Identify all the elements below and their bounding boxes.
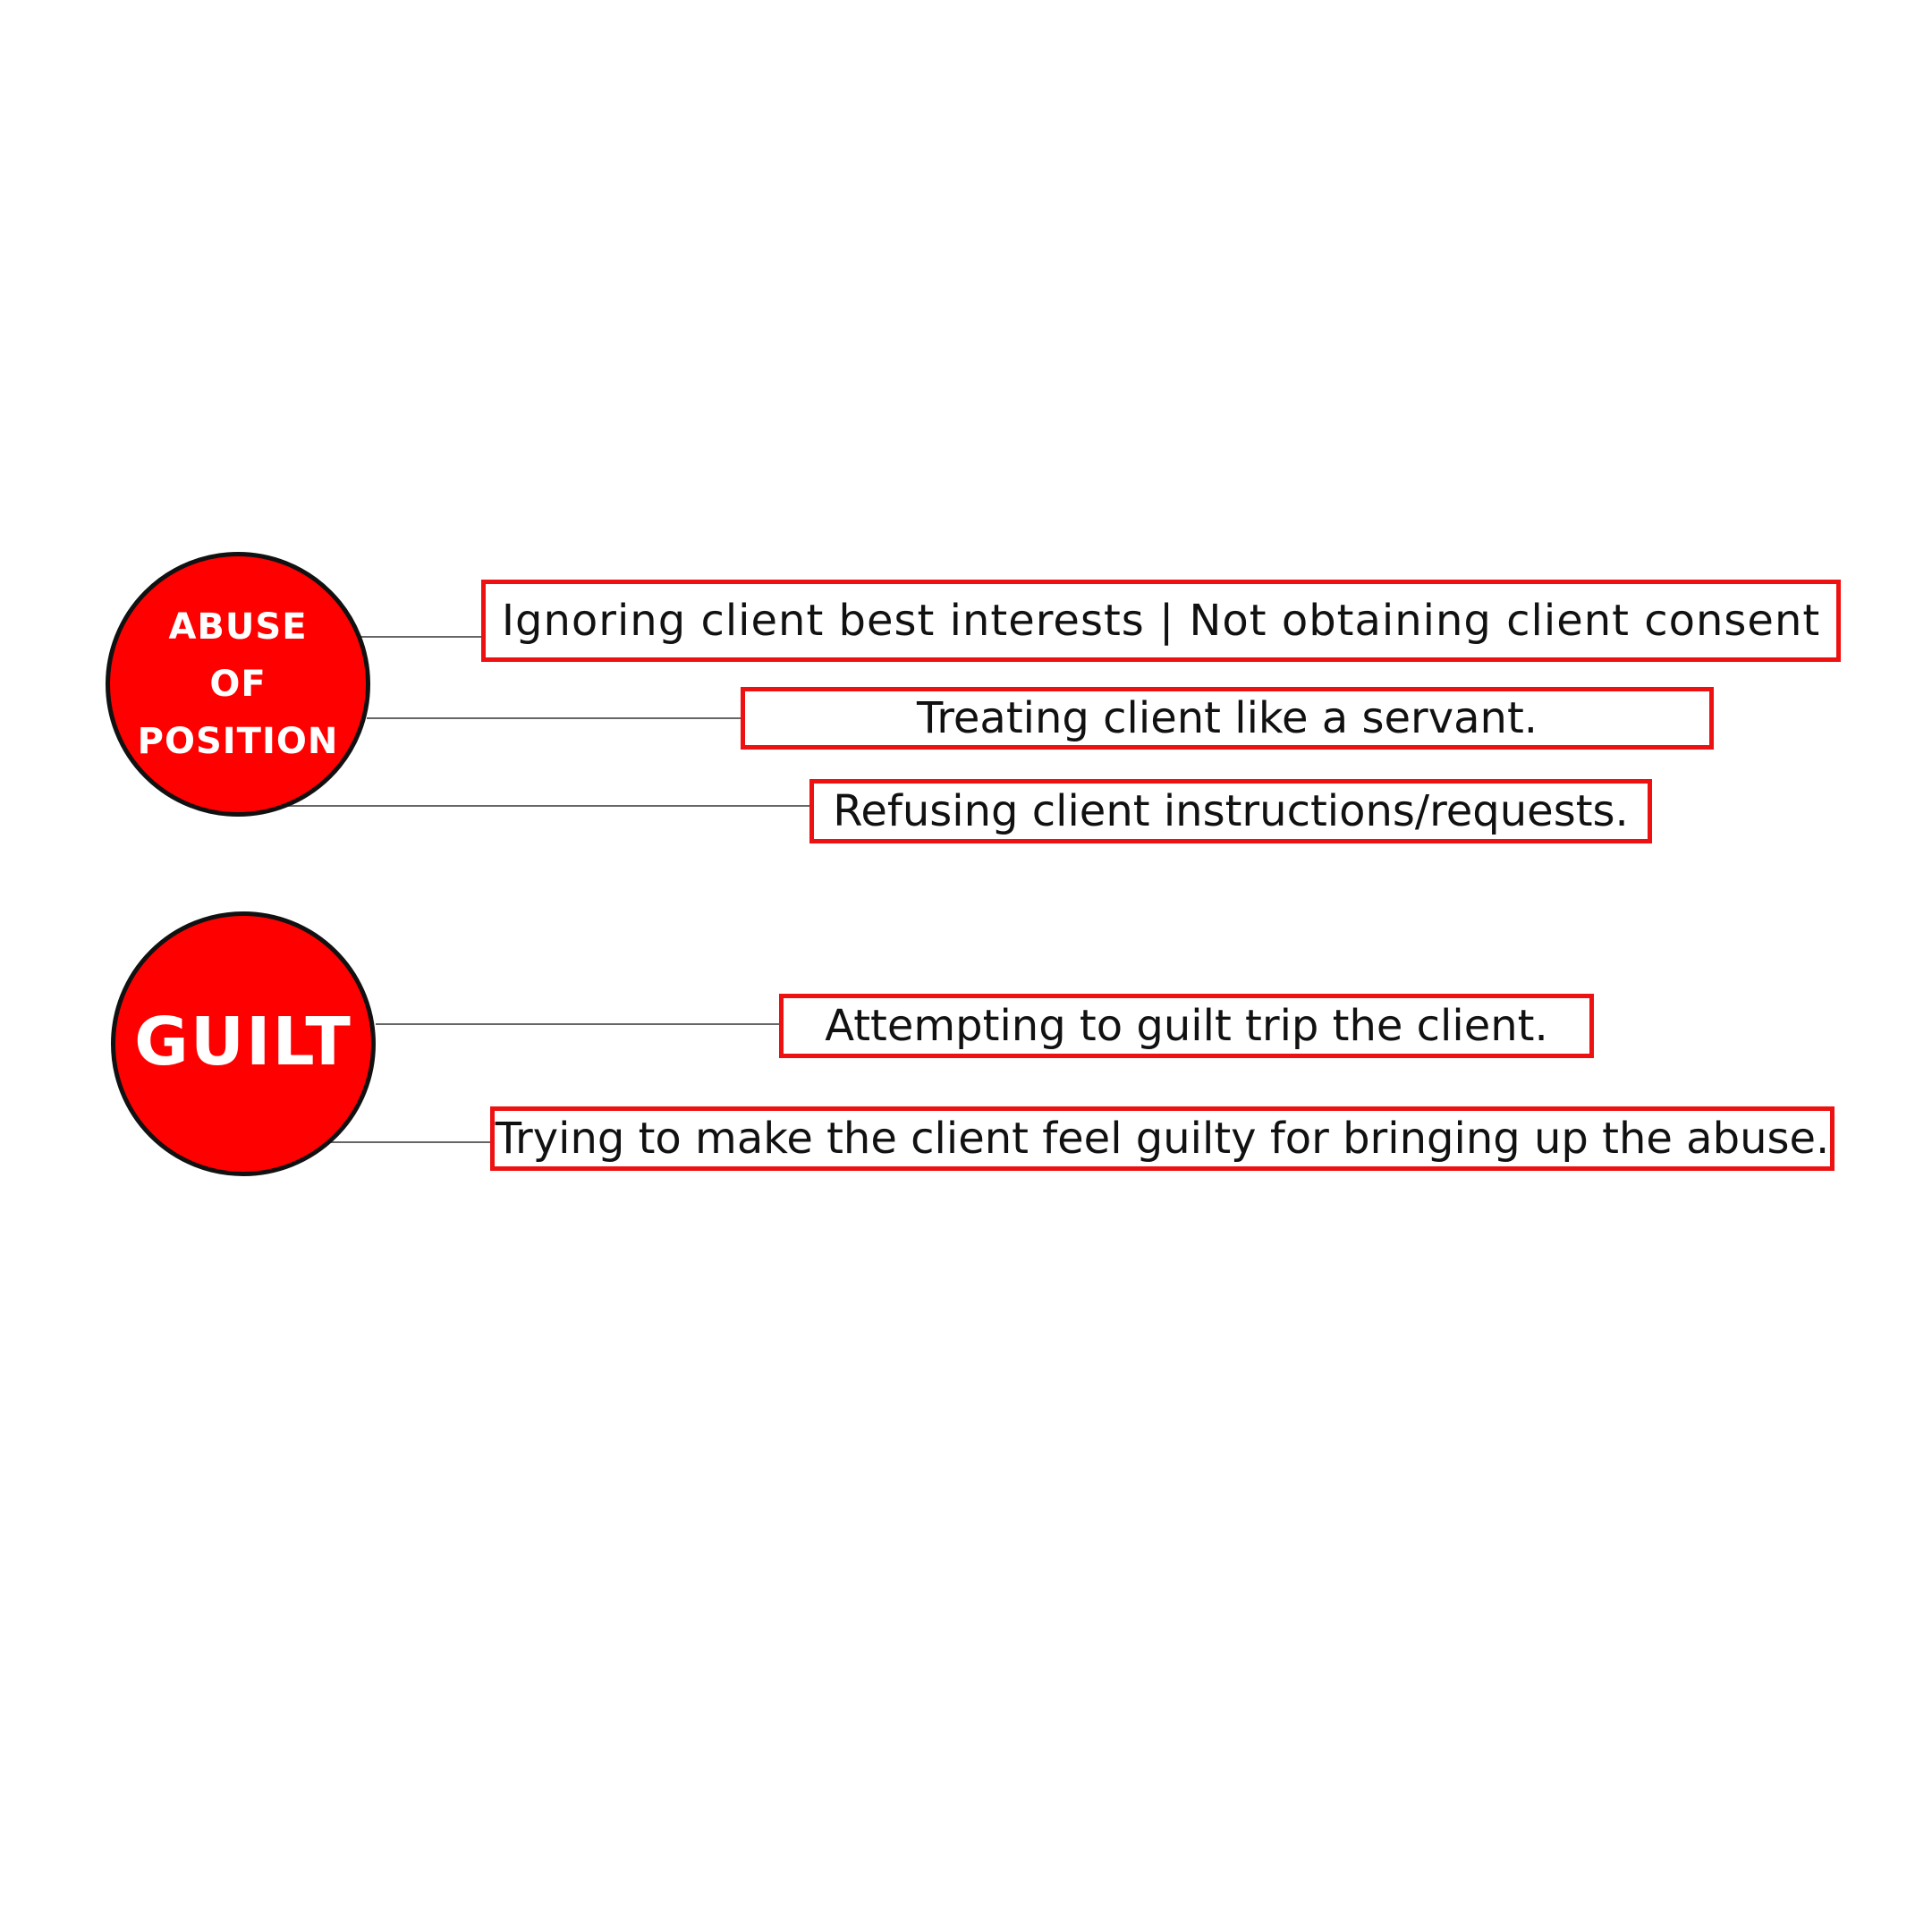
abuse-item-text: Refusing client instructions/requests. bbox=[833, 786, 1629, 836]
abuse-of-position-label-line: OF bbox=[209, 664, 267, 705]
guilt-item-text: Attempting to guilt trip the client. bbox=[825, 1001, 1548, 1051]
guilt-item-text: Trying to make the client feel guilty for bringing up the abuse. bbox=[495, 1114, 1830, 1164]
abuse-of-position-label bbox=[138, 598, 339, 770]
abuse-item-box bbox=[481, 580, 1841, 662]
abuse-item-box bbox=[741, 687, 1714, 750]
abuse-of-position-label-line: ABUSE bbox=[168, 606, 308, 648]
guilt-item-box bbox=[490, 1106, 1835, 1171]
abuse-item-box bbox=[809, 779, 1652, 843]
guilt-label: GUILT bbox=[134, 1004, 352, 1080]
abuse-of-position-label-line: POSITION bbox=[137, 721, 339, 762]
guilt-item-box bbox=[779, 994, 1594, 1058]
abuse-item-text: Ignoring client best interests | Not obtaining client consent bbox=[501, 596, 1821, 646]
abuse-of-position-circle bbox=[106, 552, 370, 817]
abuse-item-text: Treating client like a servant. bbox=[916, 693, 1538, 743]
guilt-circle bbox=[111, 911, 376, 1176]
